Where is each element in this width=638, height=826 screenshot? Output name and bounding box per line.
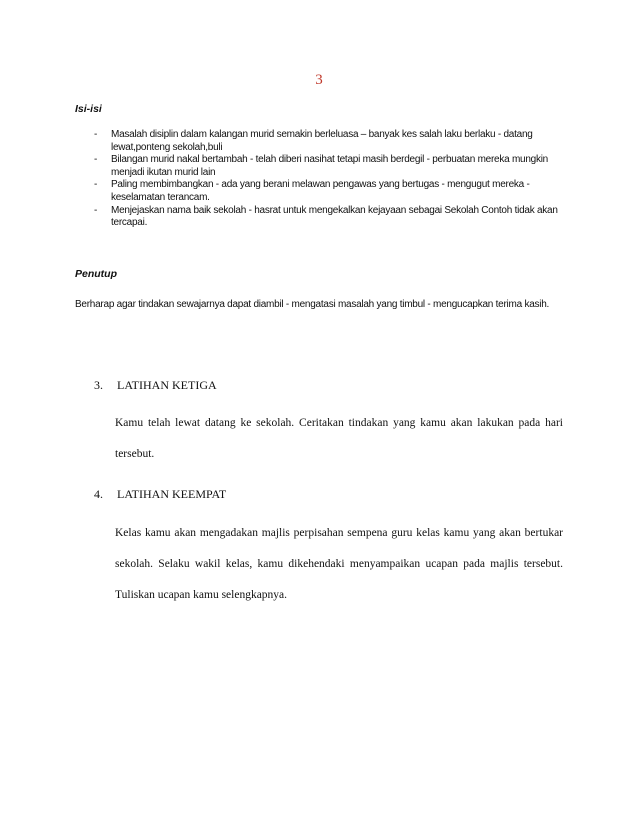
exercise-4-text: Kelas kamu akan mengadakan majlis perpisahan sempena guru kelas kamu yang akan bertukar sekolah. Selaku wakil kelas, kamu dikehendaki menyampaikan ucapan pada majlis tersebut. Tuliskan ucapan kamu selengkapnya. — [115, 527, 563, 601]
list-item-text: Masalah disiplin dalam kalangan murid semakin berleluasa – banyak kes salah laku berlaku - datang lewat,ponteng sekolah,buli — [111, 129, 533, 153]
list-item-text: Paling membimbangkan - ada yang berani melawan pengawas yang bertugas - mengugut mereka - keselamatan terancam. — [111, 179, 530, 203]
exercise-title: LATIHAN KETIGA — [117, 378, 217, 392]
list-item — [94, 154, 574, 179]
exercise-3-heading — [94, 378, 217, 393]
page-number: 3 — [315, 72, 323, 88]
dash-bullet: - — [94, 179, 98, 191]
penutup-heading: Penutup — [75, 268, 117, 280]
dash-bullet: - — [94, 129, 98, 140]
exercise-3-text: Kamu telah lewat datang ke sekolah. Ceritakan tindakan yang kamu akan lakukan pada hari tersebut. — [115, 417, 563, 460]
dash-bullet: - — [94, 204, 98, 216]
exercise-number: 4. — [94, 487, 103, 501]
isi-list — [94, 129, 574, 230]
list-item-text: Menjejaskan nama baik sekolah - hasrat untuk mengekalkan kejayaan sebagai Sekolah Contoh tidak akan tercapai. — [111, 204, 558, 229]
list-item — [94, 205, 574, 230]
list-item — [94, 179, 574, 204]
exercise-number: 3. — [94, 378, 103, 392]
list-item — [94, 129, 574, 154]
isi-heading: Isi-isi — [75, 103, 102, 115]
dash-bullet: - — [94, 154, 98, 166]
exercise-4-heading — [94, 487, 226, 502]
list-item-text: Bilangan murid nakal bertambah - telah diberi nasihat tetapi masih berdegil - perbuatan mereka mungkin menjadi ikutan murid lain — [111, 154, 548, 178]
exercise-title: LATIHAN KEEMPAT — [117, 487, 227, 501]
penutup-paragraph: Berharap agar tindakan sewajarnya dapat diambil - mengatasi masalah yang timbul - mengucapkan terima kasih. — [75, 299, 550, 310]
